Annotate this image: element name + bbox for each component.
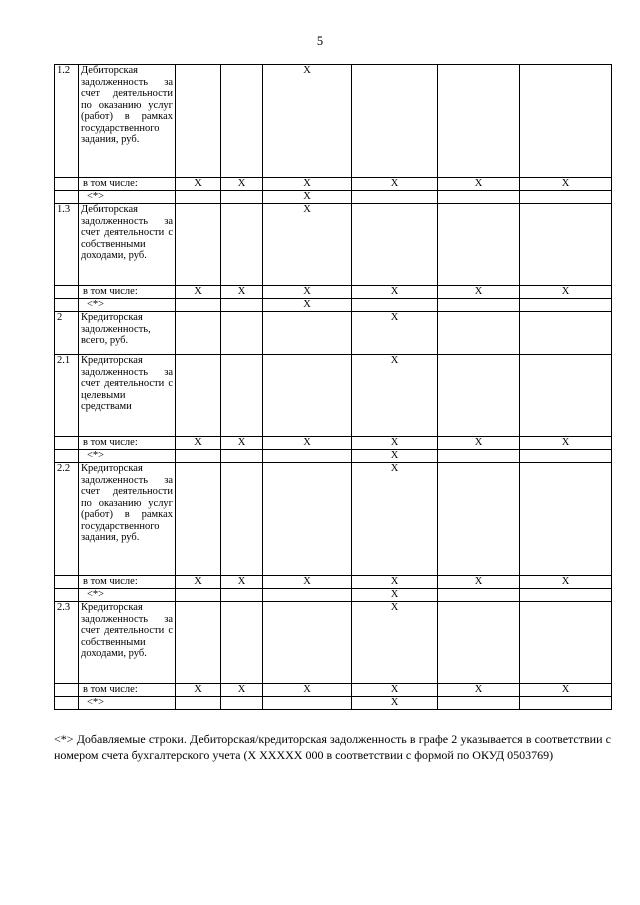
cell-col-6: X bbox=[520, 576, 612, 589]
table-row-subtotal bbox=[55, 684, 612, 697]
cell-col-2: X bbox=[221, 286, 263, 299]
cell-col-6 bbox=[520, 697, 612, 710]
cell-col-5 bbox=[438, 312, 520, 355]
row-label: в том числе: bbox=[79, 286, 176, 299]
cell-col-6: X bbox=[520, 178, 612, 191]
row-number bbox=[55, 589, 79, 602]
table-row-item bbox=[55, 204, 612, 286]
table-row-added bbox=[55, 589, 612, 602]
row-number: 1.2 bbox=[55, 65, 79, 178]
cell-col-2: X bbox=[221, 684, 263, 697]
cell-col-2 bbox=[221, 589, 263, 602]
table-row-subtotal bbox=[55, 178, 612, 191]
cell-col-2 bbox=[221, 191, 263, 204]
table-row-added bbox=[55, 697, 612, 710]
table-row-item bbox=[55, 65, 612, 178]
row-label: Кредиторская задолженность за счет деятельности с целевыми средствами bbox=[79, 355, 176, 437]
cell-col-1 bbox=[176, 204, 221, 286]
cell-col-4 bbox=[352, 191, 438, 204]
table-row-item bbox=[55, 602, 612, 684]
cell-col-3 bbox=[263, 312, 352, 355]
table-body bbox=[55, 65, 612, 710]
cell-col-4: X bbox=[352, 450, 438, 463]
cell-col-6 bbox=[520, 463, 612, 576]
row-number bbox=[55, 299, 79, 312]
cell-col-6 bbox=[520, 312, 612, 355]
cell-col-4: X bbox=[352, 312, 438, 355]
row-number bbox=[55, 697, 79, 710]
cell-col-4 bbox=[352, 65, 438, 178]
cell-col-2 bbox=[221, 355, 263, 437]
table-row-added bbox=[55, 299, 612, 312]
cell-col-1: X bbox=[176, 178, 221, 191]
cell-col-1: X bbox=[176, 437, 221, 450]
cell-col-5: X bbox=[438, 286, 520, 299]
cell-col-2 bbox=[221, 602, 263, 684]
row-number bbox=[55, 576, 79, 589]
cell-col-4 bbox=[352, 204, 438, 286]
cell-col-6: X bbox=[520, 684, 612, 697]
cell-col-4: X bbox=[352, 286, 438, 299]
cell-col-1 bbox=[176, 697, 221, 710]
cell-col-1 bbox=[176, 589, 221, 602]
cell-col-3 bbox=[263, 589, 352, 602]
cell-col-5 bbox=[438, 191, 520, 204]
cell-col-1: X bbox=[176, 684, 221, 697]
cell-col-5 bbox=[438, 589, 520, 602]
row-label: в том числе: bbox=[79, 437, 176, 450]
row-label: Дебиторская задолженность за счет деятельности по оказанию услуг (работ) в рамках государственного задания, руб. bbox=[79, 65, 176, 178]
cell-col-6 bbox=[520, 204, 612, 286]
cell-col-4: X bbox=[352, 697, 438, 710]
row-label: в том числе: bbox=[79, 178, 176, 191]
row-label: <*> bbox=[79, 191, 176, 204]
cell-col-6 bbox=[520, 450, 612, 463]
cell-col-3: X bbox=[263, 204, 352, 286]
cell-col-4: X bbox=[352, 178, 438, 191]
cell-col-4: X bbox=[352, 684, 438, 697]
cell-col-5 bbox=[438, 299, 520, 312]
cell-col-6: X bbox=[520, 437, 612, 450]
row-number: 2.1 bbox=[55, 355, 79, 437]
cell-col-3: X bbox=[263, 178, 352, 191]
cell-col-3 bbox=[263, 697, 352, 710]
row-label: Дебиторская задолженность за счет деятельности с собственными доходами, руб. bbox=[79, 204, 176, 286]
table-row-subtotal bbox=[55, 286, 612, 299]
row-number bbox=[55, 178, 79, 191]
cell-col-4: X bbox=[352, 355, 438, 437]
cell-col-6 bbox=[520, 65, 612, 178]
cell-col-2 bbox=[221, 697, 263, 710]
cell-col-4: X bbox=[352, 589, 438, 602]
cell-col-3: X bbox=[263, 191, 352, 204]
cell-col-5 bbox=[438, 697, 520, 710]
table-row-subtotal bbox=[55, 576, 612, 589]
row-label: <*> bbox=[79, 450, 176, 463]
cell-col-2 bbox=[221, 450, 263, 463]
row-label: Кредиторская задолженность, всего, руб. bbox=[79, 312, 176, 355]
cell-col-1: X bbox=[176, 286, 221, 299]
cell-col-3: X bbox=[263, 684, 352, 697]
table-row-item bbox=[55, 463, 612, 576]
cell-col-5 bbox=[438, 450, 520, 463]
row-label: в том числе: bbox=[79, 576, 176, 589]
cell-col-3: X bbox=[263, 576, 352, 589]
row-label: <*> bbox=[79, 299, 176, 312]
cell-col-5: X bbox=[438, 684, 520, 697]
cell-col-3 bbox=[263, 602, 352, 684]
table-row-item bbox=[55, 355, 612, 437]
row-label: в том числе: bbox=[79, 684, 176, 697]
cell-col-1 bbox=[176, 312, 221, 355]
row-number: 1.3 bbox=[55, 204, 79, 286]
row-number bbox=[55, 684, 79, 697]
cell-col-4: X bbox=[352, 437, 438, 450]
cell-col-3 bbox=[263, 463, 352, 576]
cell-col-5 bbox=[438, 463, 520, 576]
row-number: 2 bbox=[55, 312, 79, 355]
row-number bbox=[55, 450, 79, 463]
cell-col-6 bbox=[520, 191, 612, 204]
page-number: 5 bbox=[316, 34, 324, 48]
cell-col-1 bbox=[176, 450, 221, 463]
cell-col-2 bbox=[221, 312, 263, 355]
cell-col-3: X bbox=[263, 286, 352, 299]
cell-col-5: X bbox=[438, 576, 520, 589]
cell-col-3 bbox=[263, 450, 352, 463]
row-label: <*> bbox=[79, 697, 176, 710]
table-row-added bbox=[55, 191, 612, 204]
cell-col-2: X bbox=[221, 437, 263, 450]
cell-col-1 bbox=[176, 602, 221, 684]
cell-col-4 bbox=[352, 299, 438, 312]
cell-col-3: X bbox=[263, 65, 352, 178]
cell-col-2: X bbox=[221, 576, 263, 589]
cell-col-4: X bbox=[352, 602, 438, 684]
row-number bbox=[55, 437, 79, 450]
debt-table bbox=[54, 64, 612, 710]
cell-col-1 bbox=[176, 65, 221, 178]
row-number: 2.3 bbox=[55, 602, 79, 684]
cell-col-4: X bbox=[352, 576, 438, 589]
cell-col-1 bbox=[176, 191, 221, 204]
table-row-added bbox=[55, 450, 612, 463]
table-row-item bbox=[55, 312, 612, 355]
cell-col-2 bbox=[221, 463, 263, 576]
cell-col-5: X bbox=[438, 437, 520, 450]
cell-col-3: X bbox=[263, 437, 352, 450]
row-label: <*> bbox=[79, 589, 176, 602]
row-label: Кредиторская задолженность за счет деятельности по оказанию услуг (работ) в рамках государственного задания, руб. bbox=[79, 463, 176, 576]
table-row-subtotal bbox=[55, 437, 612, 450]
row-number bbox=[55, 191, 79, 204]
cell-col-5: X bbox=[438, 178, 520, 191]
cell-col-1 bbox=[176, 355, 221, 437]
cell-col-1 bbox=[176, 463, 221, 576]
cell-col-2 bbox=[221, 299, 263, 312]
cell-col-6 bbox=[520, 355, 612, 437]
cell-col-5 bbox=[438, 204, 520, 286]
cell-col-2 bbox=[221, 204, 263, 286]
cell-col-6: X bbox=[520, 286, 612, 299]
cell-col-3 bbox=[263, 355, 352, 437]
cell-col-6 bbox=[520, 602, 612, 684]
cell-col-2: X bbox=[221, 178, 263, 191]
cell-col-5 bbox=[438, 602, 520, 684]
cell-col-1: X bbox=[176, 576, 221, 589]
cell-col-3: X bbox=[263, 299, 352, 312]
row-number bbox=[55, 286, 79, 299]
cell-col-4: X bbox=[352, 463, 438, 576]
cell-col-6 bbox=[520, 589, 612, 602]
cell-col-2 bbox=[221, 65, 263, 178]
row-label: Кредиторская задолженность за счет деятельности с собственными доходами, руб. bbox=[79, 602, 176, 684]
row-number: 2.2 bbox=[55, 463, 79, 576]
cell-col-5 bbox=[438, 355, 520, 437]
cell-col-6 bbox=[520, 299, 612, 312]
footnote: <*> Добавляемые строки. Дебиторская/кредиторская задолженность в графе 2 указывается в соответствии с номером счета бухгалтерского учета (X XXXXX 000 в соответствии с формой по ОКУД 0503769) bbox=[54, 732, 611, 762]
cell-col-1 bbox=[176, 299, 221, 312]
cell-col-5 bbox=[438, 65, 520, 178]
